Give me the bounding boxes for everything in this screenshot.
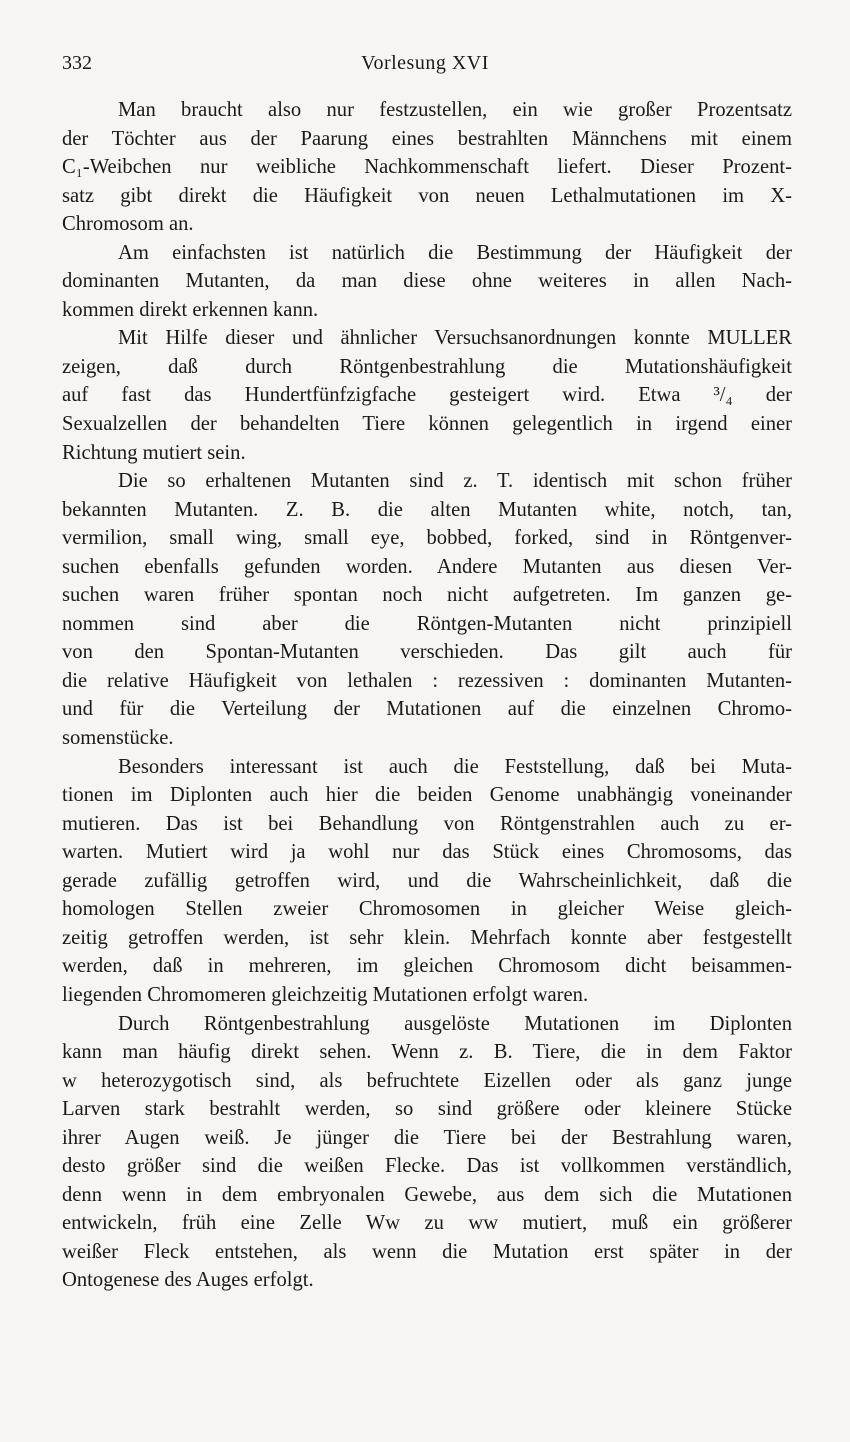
text-line: C₁-Weibchen nur weibliche Nachkommenschaft liefert. Dieser Prozent- — [62, 156, 792, 179]
text-line: Ontogenese des Auges erfolgt. — [62, 1269, 314, 1292]
text-line: kommen direkt erkennen kann. — [62, 298, 319, 321]
text-line: Chromosom an. — [62, 213, 194, 236]
text-line: mutieren. Das ist bei Behandlung von Röntgenstrahlen auch zu er- — [62, 812, 792, 835]
text-line: denn wenn in dem embryonalen Gewebe, aus dem sich die Mutationen — [62, 1183, 792, 1206]
text-line: der Töchter aus der Paarung eines bestrahlten Männchens mit einem — [62, 127, 792, 150]
text-line: weißer Fleck entstehen, als wenn die Mutation erst später in der — [62, 1240, 792, 1263]
text-line: Am einfachsten ist natürlich die Bestimmung der Häufigkeit der — [118, 241, 792, 264]
text-line: desto größer sind die weißen Flecke. Das ist vollkommen verständlich, — [62, 1155, 792, 1178]
text-line: Mit Hilfe dieser und ähnlicher Versuchsanordnungen konnte MULLER — [118, 327, 792, 350]
text-line: gerade zufällig getroffen wird, und die Wahrscheinlichkeit, daß die — [62, 869, 792, 892]
body-text — [62, 96, 792, 1295]
text-line: auf fast das Hundertfünfzigfache gesteigert wird. Etwa ³/₄ der — [62, 384, 792, 407]
text-line: entwickeln, früh eine Zelle Ww zu ww mutiert, muß ein größerer — [62, 1212, 792, 1235]
paragraph — [62, 239, 792, 325]
text-line: Richtung mutiert sein. — [62, 441, 246, 464]
text-line: Besonders interessant ist auch die Feststellung, daß bei Muta- — [118, 755, 792, 778]
text-line: von den Spontan-Mutanten verschieden. Das gilt auch für — [62, 641, 792, 664]
text-line: bekannten Mutanten. Z. B. die alten Mutanten white, notch, tan, — [62, 498, 792, 521]
text-line: w heterozygotisch sind, als befruchtete Eizellen oder als ganz junge — [62, 1069, 792, 1092]
text-line: Durch Röntgenbestrahlung ausgelöste Mutationen im Diplonten — [118, 1012, 792, 1035]
text-line: nommen sind aber die Röntgen-Mutanten nicht prinzipiell — [62, 612, 792, 635]
paragraph — [62, 96, 792, 239]
text-line: satz gibt direkt die Häufigkeit von neuen Lethalmutationen im X- — [62, 184, 792, 207]
text-line: Man braucht also nur festzustellen, ein wie großer Prozentsatz — [118, 99, 792, 121]
text-line: somenstücke. — [62, 727, 174, 750]
text-line: kann man häufig direkt sehen. Wenn z. B. Tiere, die in dem Faktor — [62, 1041, 792, 1064]
paragraph — [62, 467, 792, 752]
text-line: vermilion, small wing, small eye, bobbed, forked, sind in Röntgenver- — [62, 527, 792, 550]
paragraph — [62, 1010, 792, 1295]
text-line: zeitig getroffen werden, ist sehr klein. Mehrfach konnte aber festgestellt — [62, 926, 792, 949]
text-line: suchen waren früher spontan noch nicht aufgetreten. Im ganzen ge- — [62, 584, 792, 607]
text-line: und für die Verteilung der Mutationen auf die einzelnen Chromo- — [62, 698, 792, 721]
text-line: warten. Mutiert wird ja wohl nur das Stück eines Chromosoms, das — [62, 841, 792, 864]
text-line: werden, daß in mehreren, im gleichen Chromosom dicht beisammen- — [62, 955, 792, 978]
page-header — [62, 52, 788, 82]
text-line: ihrer Augen weiß. Je jünger die Tiere bei der Bestrahlung waren, — [62, 1126, 792, 1149]
text-line: homologen Stellen zweier Chromosomen in gleicher Weise gleich- — [62, 898, 792, 921]
text-line: Die so erhaltenen Mutanten sind z. T. identisch mit schon früher — [118, 470, 792, 493]
text-line: tionen im Diplonten auch hier die beiden Genome unabhängig voneinander — [62, 784, 792, 807]
text-line: liegenden Chromomeren gleichzeitig Mutationen erfolgt waren. — [62, 983, 589, 1006]
text-line: Sexualzellen der behandelten Tiere können gelegentlich in irgend einer — [62, 413, 792, 436]
text-line: suchen ebenfalls gefunden worden. Andere Mutanten aus diesen Ver- — [62, 555, 792, 578]
paragraph — [62, 753, 792, 1010]
text-line: dominanten Mutanten, da man diese ohne weiteres in allen Nach- — [62, 270, 792, 293]
text-line: zeigen, daß durch Röntgenbestrahlung die Mutationshäufigkeit — [62, 355, 792, 378]
running-head: Vorlesung XVI — [361, 52, 489, 74]
text-line: Larven stark bestrahlt werden, so sind größere oder kleinere Stücke — [62, 1098, 792, 1121]
paragraph — [62, 324, 792, 467]
text-line: die relative Häufigkeit von lethalen : rezessiven : dominanten Mutanten- — [62, 669, 792, 692]
page-number: 332 — [62, 52, 92, 74]
